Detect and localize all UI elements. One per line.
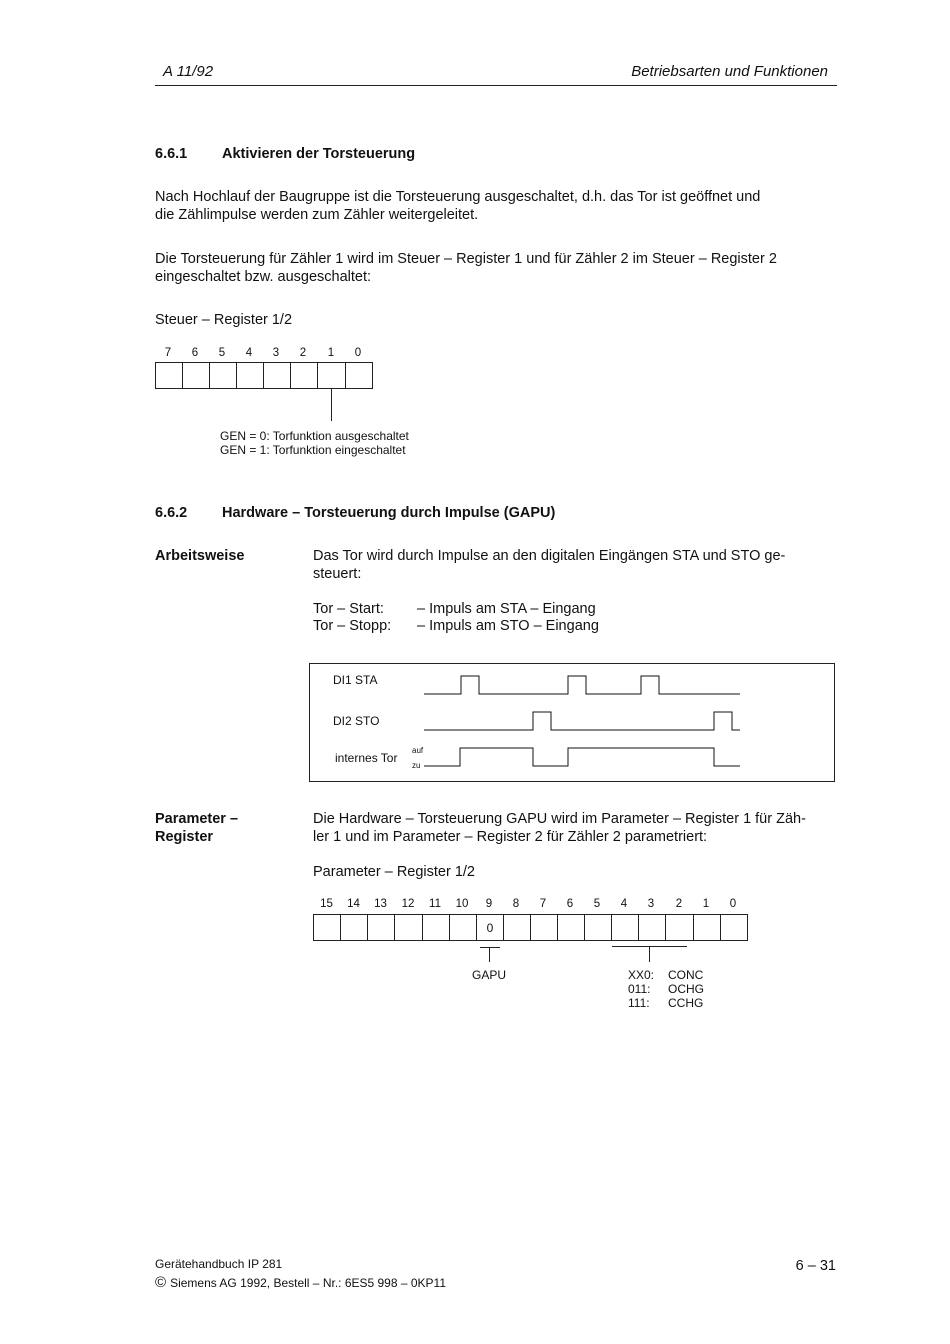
header-rule [155, 85, 837, 86]
parameter-register-text: Die Hardware – Torsteuerung GAPU wird im Parameter – Register 1 für Zäh- ler 1 und im Parameter – Register 2 für Zähler 2 parametriert: [313, 811, 806, 845]
bit-number: 13 [374, 898, 387, 910]
bit-number: 5 [593, 898, 601, 910]
bit-number: 3 [272, 347, 280, 359]
bit-number: 7 [164, 347, 172, 359]
arbeitsweise-label: Arbeitsweise [155, 548, 245, 564]
bit-number: 1 [327, 347, 335, 359]
bit-cell [156, 362, 183, 389]
bit-number: 14 [347, 898, 360, 910]
bit-cell [423, 914, 450, 941]
bit-cell [504, 914, 531, 941]
section2-number: 6.6.2 [155, 505, 188, 521]
section1-title: Aktivieren der Torsteuerung [222, 146, 416, 162]
torstopp-value: – Impuls am STO – Eingang [417, 618, 599, 634]
section1-number: 6.6.1 [155, 146, 188, 162]
bit-cell [585, 914, 612, 941]
steuer-register-title: Steuer – Register 1/2 [155, 312, 293, 328]
bit-cell [531, 914, 558, 941]
bit-cell [558, 914, 585, 941]
bit-cell [318, 362, 346, 389]
signal-label-di2-sto: DI2 STO [333, 714, 380, 728]
section1-paragraph2: Die Torsteuerung für Zähler 1 wird im Steuer – Register 1 und für Zähler 2 im Steuer – Register 2 eingeschaltet bzw. ausgeschaltet: [155, 251, 777, 285]
header-right: Betriebsarten und Funktionen [631, 63, 828, 80]
header-left: A 11/92 [163, 63, 214, 80]
footer-manual-title: Gerätehandbuch IP 281 [155, 1257, 283, 1271]
parameter-register-bit-numbers [313, 898, 748, 912]
bit-number: 10 [455, 898, 469, 910]
bit-cell [291, 362, 318, 389]
bit-number: 5 [218, 347, 226, 359]
bit-number: 3 [647, 898, 655, 910]
signal-label-internes-tor: internes Tor [335, 751, 398, 765]
bit-cell [721, 914, 748, 941]
torstart-value: – Impuls am STA – Eingang [417, 601, 596, 617]
waveform-internes-tor [424, 748, 740, 766]
bit-number: 4 [620, 898, 628, 910]
bit-cell [395, 914, 423, 941]
bit-cell [694, 914, 721, 941]
steuer-register-bit-numbers [155, 347, 373, 361]
bit-cell [346, 362, 373, 389]
gapu-bracket [480, 947, 500, 948]
mode-pointer-line [649, 946, 650, 962]
parameter-register-label: Parameter – Register [155, 811, 239, 845]
bit-number: 11 [429, 898, 441, 910]
signal-label-di1-sta: DI1 STA [333, 673, 378, 687]
parameter-register-title: Parameter – Register 1/2 [313, 864, 475, 880]
bit-cell [341, 914, 368, 941]
section1-paragraph1: Nach Hochlauf der Baugruppe ist die Torsteuerung ausgeschaltet, d.h. das Tor ist geöffnet und die Zählimpulse werden zum Zähler weitergeleitet. [155, 189, 761, 223]
gen-pointer-line [331, 389, 332, 421]
bit-cell [237, 362, 264, 389]
bit-cell [264, 362, 291, 389]
bit-cell [639, 914, 666, 941]
copyright-icon: © [155, 1274, 167, 1291]
timing-waveforms [310, 664, 834, 781]
gapu-pointer-line [489, 947, 490, 962]
timing-diagram [309, 663, 835, 782]
bit-cell [612, 914, 639, 941]
torstart-label: Tor – Start: [313, 601, 384, 617]
bit-number: 15 [320, 898, 333, 910]
bit-number: 12 [401, 898, 415, 910]
parameter-register-boxes [313, 914, 748, 941]
bit-cell [368, 914, 395, 941]
section2-title: Hardware – Torsteuerung durch Impulse (GAPU) [222, 505, 556, 521]
mode-code-row: 011: OCHG [628, 982, 704, 996]
bit-number: 2 [675, 898, 683, 910]
bit-number: 0 [354, 347, 362, 359]
arbeitsweise-text: Das Tor wird durch Impulse an den digitalen Eingängen STA und STO ge- steuert: [313, 548, 786, 582]
bit-number: 6 [191, 347, 199, 359]
bit-cell [666, 914, 694, 941]
bit-number: 8 [512, 898, 520, 910]
level-auf: auf [412, 746, 424, 755]
mode-codes [628, 968, 704, 1010]
bit-cell [314, 914, 341, 941]
torstopp-label: Tor – Stopp: [313, 618, 392, 634]
bit-cell [450, 914, 477, 941]
mode-code-row: 111: CCHG [628, 996, 704, 1010]
footer-copyright: © Siemens AG 1992, Bestell – Nr.: 6ES5 998 – 0KP11 [155, 1274, 447, 1291]
bit-cell-gapu: 0 [477, 914, 504, 941]
page-number: 6 – 31 [795, 1258, 836, 1274]
bit-number: 2 [299, 347, 307, 359]
bit-number: 7 [539, 898, 547, 910]
mode-code-row: XX0: CONC [628, 968, 704, 982]
bit-number: 4 [245, 347, 253, 359]
steuer-register-boxes [155, 362, 373, 389]
bit-number: 0 [729, 898, 737, 910]
waveform-di2-sto [424, 712, 740, 730]
bit-number: 6 [566, 898, 574, 910]
bit-number: 9 [485, 898, 493, 910]
level-zu: zu [412, 761, 421, 770]
bit-cell [210, 362, 237, 389]
bit-cell [183, 362, 210, 389]
bit-number: 1 [702, 898, 710, 910]
waveform-di1-sta [424, 676, 740, 694]
gapu-label: GAPU [472, 968, 507, 982]
gen-legend: GEN = 0: Torfunktion ausgeschaltet GEN = 1: Torfunktion eingeschaltet [220, 429, 409, 457]
